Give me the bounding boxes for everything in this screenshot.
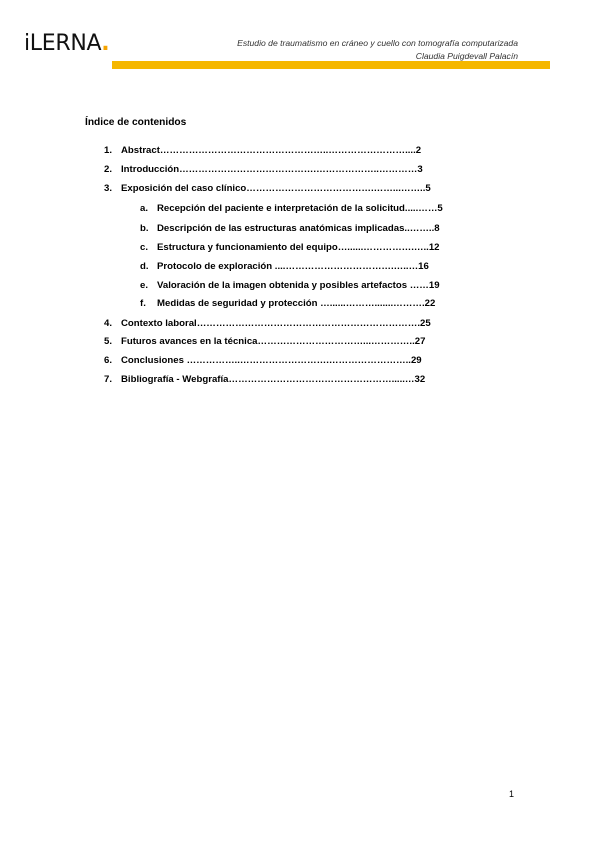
toc-entry-number: c. bbox=[140, 242, 149, 253]
document-author: Claudia Puigdevall Palacín bbox=[415, 51, 518, 61]
toc-entry-text: Futuros avances en la técnica……………………………...…………..27 bbox=[121, 336, 426, 347]
toc-entry-number: b. bbox=[140, 223, 149, 234]
document-title: Estudio de traumatismo en cráneo y cuello con tomografía computarizada bbox=[237, 38, 518, 48]
toc-entry-text: Abstract……………………………………………..……………………....2 bbox=[121, 145, 422, 156]
toc-entry-number: 7. bbox=[104, 374, 113, 385]
toc-entry-abstract[interactable] bbox=[104, 145, 421, 156]
logo-dot: . bbox=[101, 31, 110, 56]
toc-entry-number: e. bbox=[140, 280, 149, 291]
toc-entry-number: f. bbox=[140, 298, 146, 309]
page-number: 1 bbox=[509, 789, 515, 799]
header-accent-bar bbox=[112, 61, 550, 69]
toc-entry-text: Valoración de la imagen obtenida y posibles artefactos ……19 bbox=[157, 280, 440, 291]
toc-subentry-recepcion[interactable] bbox=[140, 203, 443, 214]
toc-entry-contexto[interactable] bbox=[104, 318, 431, 329]
toc-entry-number: a. bbox=[140, 203, 149, 214]
toc-entry-number: 6. bbox=[104, 355, 113, 366]
toc-entry-conclusiones[interactable] bbox=[104, 355, 422, 366]
toc-entry-text: Medidas de seguridad y protección …......……….......……….22 bbox=[157, 298, 436, 309]
toc-entry-number: 4. bbox=[104, 318, 113, 329]
toc-subentry-valoracion[interactable] bbox=[140, 280, 440, 291]
toc-heading: Índice de contenidos bbox=[85, 117, 187, 128]
toc-subentry-protocolo[interactable] bbox=[140, 261, 429, 272]
toc-entry-text: Descripción de las estructuras anatómicas implicadas..……..8 bbox=[157, 223, 440, 234]
toc-subentry-descripcion[interactable] bbox=[140, 223, 440, 234]
toc-entry-text: Estructura y funcionamiento del equipo…......…………….…..12 bbox=[157, 242, 440, 253]
toc-entry-text: Exposición del caso clínico………………………………….……...……..5 bbox=[121, 183, 431, 194]
ilerna-logo bbox=[24, 33, 109, 55]
toc-entry-number: 3. bbox=[104, 183, 113, 194]
toc-entry-number: 2. bbox=[104, 164, 113, 175]
toc-entry-bibliografia[interactable] bbox=[104, 374, 425, 385]
toc-entry-number: 5. bbox=[104, 336, 113, 347]
toc-entry-exposicion[interactable] bbox=[104, 183, 431, 194]
toc-entry-text: Introducción…………………………………….………………..…………3 bbox=[121, 164, 423, 175]
toc-entry-futuros[interactable] bbox=[104, 336, 425, 347]
toc-entry-text: Protocolo de exploración ....…………………………….…..…16 bbox=[157, 261, 429, 272]
logo-text: iLERNA bbox=[24, 31, 102, 56]
toc-entry-number: d. bbox=[140, 261, 149, 272]
toc-entry-text: Contexto laboral…………………………………………………………….25 bbox=[121, 318, 431, 329]
toc-entry-text: Recepción del paciente e interpretación de la solicitud.....……5 bbox=[157, 203, 443, 214]
toc-entry-introduccion[interactable] bbox=[104, 164, 423, 175]
toc-entry-text: Bibliografía - Webgrafía…………………………………………….....…32 bbox=[121, 374, 426, 385]
toc-entry-number: 1. bbox=[104, 145, 113, 156]
toc-subentry-medidas[interactable] bbox=[140, 298, 435, 309]
toc-entry-text: Conclusiones ……………..……………………….……………………..29 bbox=[121, 355, 422, 366]
toc-subentry-estructura[interactable] bbox=[140, 242, 440, 253]
